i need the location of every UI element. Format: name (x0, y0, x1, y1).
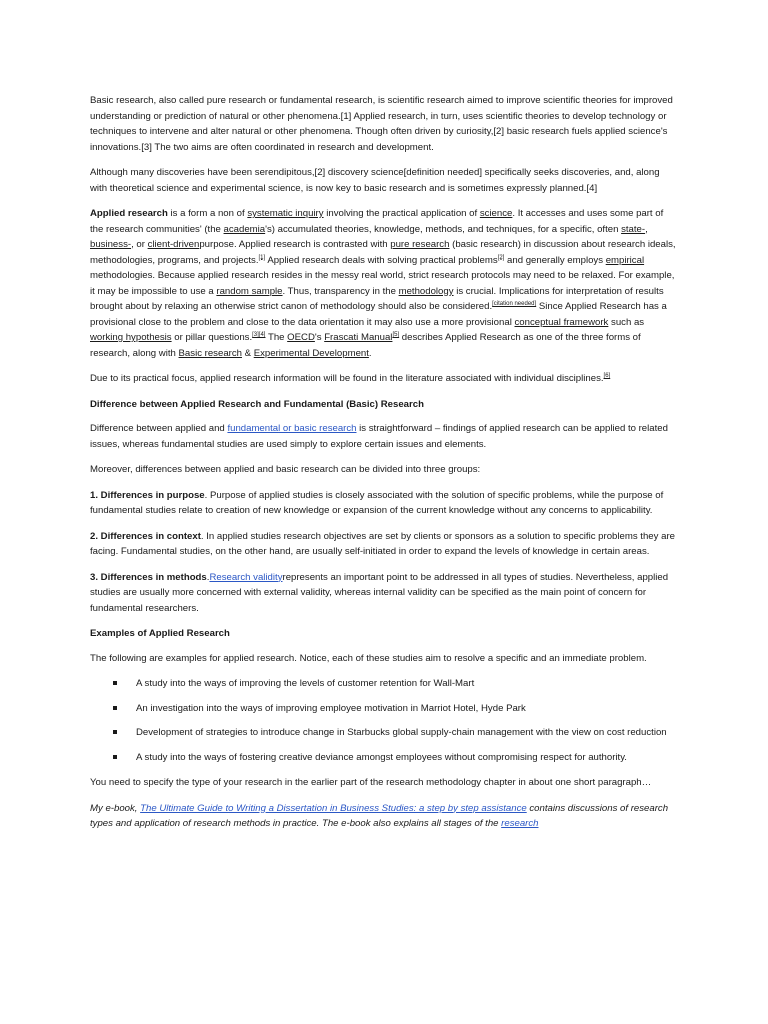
list-item (90, 676, 676, 692)
heading-examples: Examples of Applied Research (90, 628, 230, 639)
text-run: . Thus, transparency in the (282, 285, 399, 297)
paragraph-specify-type: You need to specify the type of your research in the earlier part of the research methodology chapter in about one short paragraph… (90, 777, 652, 788)
link-ebook-title[interactable]: The Ultimate Guide to Writing a Dissertation in Business Studies: a step by step assistance (140, 802, 527, 814)
link-systematic-inquiry[interactable]: systematic inquiry (247, 208, 324, 219)
text-run: (basic research) in discussion about research ideals, methodologies, programs, and projects. (90, 239, 676, 266)
link-oecd[interactable]: OECD (287, 332, 315, 343)
list-item-text: A study into the ways of improving the levels of customer retention for Wall-Mart (136, 678, 475, 689)
text-run: My e-book, (90, 802, 141, 814)
citation-needed[interactable]: [citation needed] (492, 300, 537, 307)
bullet-icon (113, 730, 117, 734)
text-run: , or (131, 239, 148, 250)
link-working-hypothesis[interactable]: working hypothesis (90, 332, 172, 343)
link-conceptual-framework[interactable]: conceptual framework (514, 316, 609, 328)
text-run: Applied research deals with solving practical problems (265, 254, 498, 266)
list-item-text: An investigation into the ways of improving employee motivation in Marriot Hotel, Hyde Park (136, 702, 526, 714)
text-run: is crucial. Implications for interpretation of results brought about by relaxing an otherwise strict canon of methodology should also be considered. (90, 285, 664, 312)
paragraph-practical-focus (90, 371, 676, 387)
list-item-text: A study into the ways of fostering creative deviance amongst employees without compromising respect for authority. (136, 751, 627, 763)
heading-difference: Difference between Applied Research and Fundamental (Basic) Research (90, 398, 424, 410)
text-run: & (241, 347, 254, 359)
link-academia[interactable]: academia (223, 223, 266, 235)
paragraph-difference (90, 421, 676, 452)
paragraph-context (90, 529, 676, 560)
text-run: is a form a non of (167, 208, 248, 219)
link-research-validity[interactable]: Research validity (209, 571, 283, 583)
document-body (90, 93, 676, 842)
link-basic-research[interactable]: Basic research (178, 347, 242, 359)
text-run: . It accesses and uses some part of the research communities' (the (90, 208, 664, 235)
link-empirical[interactable]: empirical (605, 254, 645, 266)
list-item (90, 750, 676, 766)
citation-2[interactable]: [2] (497, 254, 505, 261)
link-state[interactable]: state- (621, 223, 646, 235)
link-methodology[interactable]: methodology (398, 285, 454, 297)
link-pure-research[interactable]: pure research (390, 239, 450, 250)
text-run: purpose. Applied research is contrasted with (199, 239, 391, 250)
text-run: describes Applied Research as one of the three forms of research, along with (90, 332, 641, 359)
text-run: Since Applied Research has a provisional close to the problem and close to the data orientation it may also use a more provisional (90, 301, 667, 328)
link-client-driven[interactable]: client-driven (147, 239, 200, 250)
link-business[interactable]: business- (90, 239, 132, 250)
term-methods: 3. Differences in methods (90, 571, 207, 583)
text-run: . Purpose of applied studies is closely associated with the solution of specific problems, while the purpose of fundamental studies relate to creation of new knowledge or expansion of the current knowledge without any concerns to applicability. (90, 489, 664, 516)
text-run: is straightforward – findings of applied research can be applied to related issues, whereas fundamental studies are used simply to explore certain issues and elements. (90, 423, 668, 450)
citation-3-4[interactable]: [3][4] (252, 331, 266, 338)
paragraph-discoveries: Although many discoveries have been serendipitous,[2] discovery science[definition needed] specifically seeks discoveries, and, along with theoretical science and experimental science, is now key to basic research and is sometimes expressly planned.[4] (90, 167, 660, 194)
bullet-icon (113, 755, 117, 759)
text-run: contains discussions of research types and application of research methods in practice. The e-book also explains all stages of the (90, 802, 669, 829)
text-run: such as (608, 316, 645, 328)
text-run: , (645, 223, 648, 235)
paragraph-methods (90, 570, 676, 617)
citation-1[interactable]: [1] (258, 254, 266, 261)
text-run: The (265, 332, 288, 343)
paragraph-applied-research (90, 206, 676, 361)
text-run: . In applied studies research objectives are set by clients or sponsors as a solution to specific problems they are facing. Fundamental studies, on the other hand, are usually self-initiated in order to expand the levels of knowledge in certain areas. (90, 530, 675, 557)
text-run: and generally employs (504, 254, 606, 266)
text-run: . (368, 347, 372, 359)
examples-list (90, 676, 676, 765)
citation-6[interactable]: [6] (603, 372, 611, 379)
link-science[interactable]: science (479, 208, 513, 219)
list-item (90, 701, 676, 717)
paragraph-examples-intro: The following are examples for applied research. Notice, each of these studies aim to resolve a specific and an immediate problem. (90, 652, 647, 664)
bullet-icon (113, 681, 117, 685)
text-run: Due to its practical focus, applied research information will be found in the literature associated with individual disciplines. (90, 373, 604, 384)
link-research[interactable]: research (501, 818, 539, 829)
text-run: Difference between applied and (90, 423, 228, 434)
paragraph-ebook (90, 801, 676, 832)
text-run: or pillar questions. (171, 332, 253, 343)
list-item (90, 725, 676, 741)
text-run: methodologies. Because applied research resides in the messy real world, strict research protocols may need to be relaxed. For example, it may be impossible to use a (90, 270, 675, 297)
list-item-text: Development of strategies to introduce change in Starbucks global supply-chain management with the view on cost reduction (136, 727, 667, 738)
term-context: 2. Differences in context (90, 530, 201, 542)
link-experimental-development[interactable]: Experimental Development (253, 347, 369, 359)
text-run: represents an important point to be addressed in all types of studies. Nevertheless, applied studies are usually more concerned with external validity, whereas internal validity can be specified as the main point of concern for fundamental researchers. (90, 571, 669, 614)
link-frascati-manual[interactable]: Frascati Manual (324, 332, 393, 343)
paragraph-basic-research: Basic research, also called pure research or fundamental research, is scientific research aimed to improve scientific theories for improved understanding or prediction of natural or other phenomena.[1] Applied research, in turn, uses scientific theories to develop technology or techniques to intervene and alter natural or other phenomena. Though often driven by curiosity,[2] basic research fuels applied science's innovations.[3] The two aims are often coordinated in research and development. (90, 95, 673, 153)
text-run: . (206, 571, 210, 583)
applied-research-term: Applied research (90, 208, 168, 219)
paragraph-three-groups: Moreover, differences between applied and basic research can be divided into three groups: (90, 464, 481, 475)
link-random-sample[interactable]: random sample (216, 285, 283, 297)
link-fundamental-basic-research[interactable]: fundamental or basic research (227, 423, 357, 434)
text-run: involving the practical application of (323, 208, 480, 219)
citation-5[interactable]: [5] (392, 331, 400, 338)
term-purpose: 1. Differences in purpose (90, 489, 205, 501)
text-run: 's (314, 332, 325, 343)
text-run: 's) accumulated theories, knowledge, methods, and techniques, for a specific, often (265, 223, 622, 235)
bullet-icon (113, 706, 117, 710)
paragraph-purpose (90, 488, 676, 519)
